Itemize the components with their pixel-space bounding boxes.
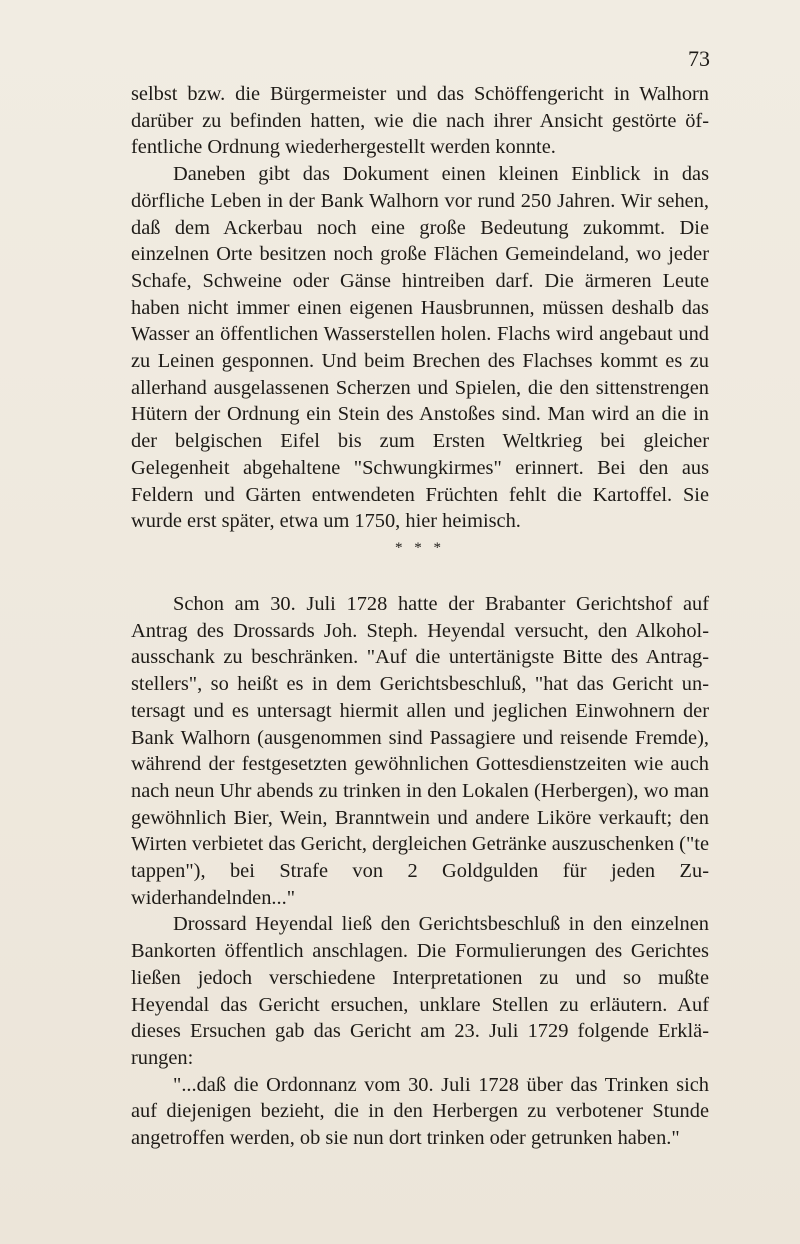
- paragraph-heyendal: Drossard Heyendal ließ den Gerichtsbeschluß in den einzelnen Bankorten öffentlich anschlagen. Die Formulierungen des Gerichtes ließen jedoch verschiedene Interpretationen zu und so mußte Heyendal das Gericht ersuchen, unklare Stellen zu erläutern. Auf dieses Ersuchen gab das Gericht am 23. Juli 1729 folgende Erklärungen:: [131, 913, 709, 1069]
- page-number: 73: [688, 46, 710, 71]
- section-one: [131, 81, 709, 535]
- paragraph-village-life: Daneben gibt das Dokument einen kleinen Einblick in das dörfliche Leben in der Bank Walhorn vor rund 250 Jahren. Wir sehen, daß dem Ackerbau noch eine große Bedeutung zukommt. Die einzelnen Orte besitzen noch große Flächen Gemeindeland, wo jeder Schafe, Schweine oder Gänse hintreiben darf. Die ärmeren Leute haben nicht immer einen eigenen Hausbrunnen, müssen deshalb das Wasser an öffentlichen Wasserstellen holen. Flachs wird angebaut und zu Leinen gesponnen. Und beim Brechen des Flachses kommt es zu allerhand ausgelassenen Scherzen und Spielen, die den sittenstrengen Hütern der Ordnung ein Stein des Anstoßes sind. Man wird an die in der belgischen Eifel bis zum Ersten Weltkrieg bei gleicher Gelegenheit abgehaltene "Schwungkirmes" erinnert. Bei den aus Feldern und Gärten entwendeten Früchten fehlt die Kartoffel. Sie wurde erst später, etwa um 1750, hier heimisch.: [131, 163, 709, 533]
- paragraph-quote: "...daß die Ordonnanz vom 30. Juli 1728 über das Trinken sich auf diejenigen bezieht, die in den Herbergen zu verbotener Stunde angetroffen werden, ob sie nun dort trinken oder getrunken haben.": [131, 1073, 709, 1150]
- paragraph-continuation: selbst bzw. die Bürgermeister und das Schöffengericht in Walhorn darüber zu befinden hatten, wie die nach ihrer Ansicht gestörte öffentliche Ordnung wiederhergestellt werden konnte.: [131, 83, 709, 159]
- section-two: [131, 591, 709, 1152]
- section-separator: * * *: [395, 540, 445, 556]
- paragraph-court-ruling: Schon am 30. Juli 1728 hatte der Brabanter Gerichtshof auf Antrag des Drossards Joh. Steph. Heyendal versucht, den Alkoholausschank zu beschränken. "Auf die untertänigste Bitte des Antragstellers", so heißt es in dem Gerichtsbeschluß, "hat das Gericht untersagt und es untersagt hiermit allen und jeglichen Einwohnern der Bank Walhorn (ausgenommen sind Passagiere und reisende Fremde), während der festgesetzten gewöhnlichen Gottesdienstzeiten wie auch nach neun Uhr abends zu trinken in den Lokalen (Herbergen), wo man gewöhnlich Bier, Wein, Branntwein und andere Liköre verkauft; den Wirten verbietet das Gericht, dergleichen Getränke auszuschenken ("te tappen"), bei Strafe von 2 Goldgulden für jeden Zuwiderhandelnden...": [131, 593, 709, 909]
